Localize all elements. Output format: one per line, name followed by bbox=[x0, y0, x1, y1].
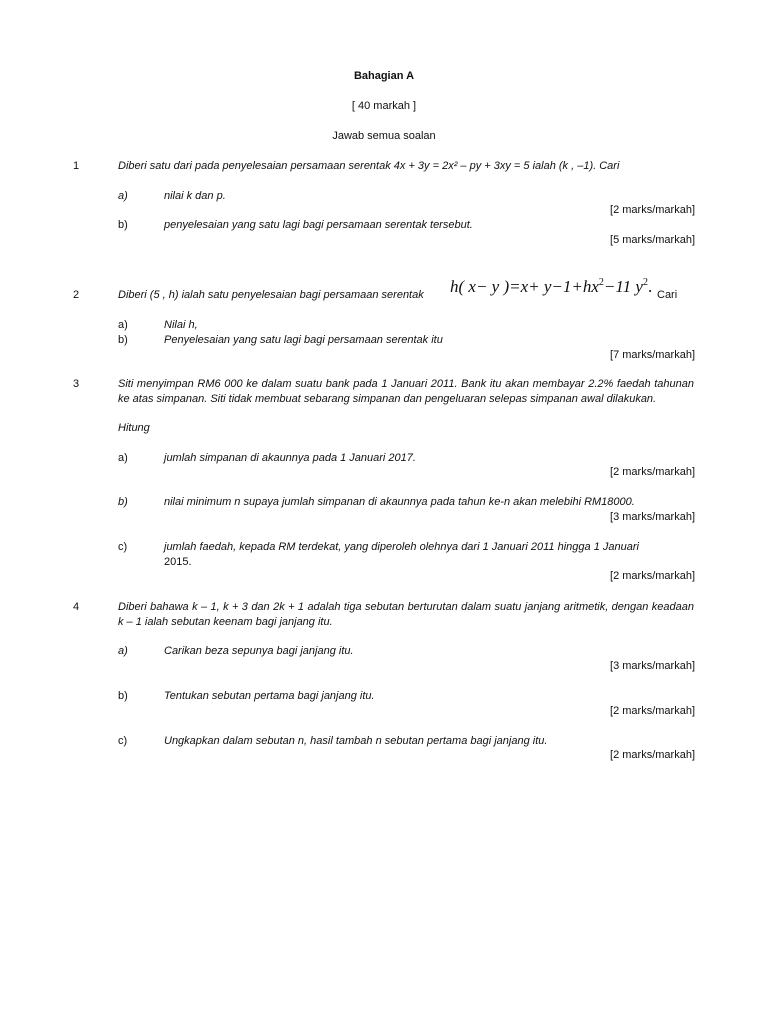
question-3-number: 3 bbox=[73, 378, 80, 390]
question-4b-label: b) bbox=[118, 690, 128, 702]
question-4a-marks: [3 marks/markah] bbox=[610, 660, 695, 672]
question-3b-marks: [3 marks/markah] bbox=[610, 511, 695, 523]
total-marks: [ 40 markah ] bbox=[351, 100, 417, 112]
question-3-stem: Siti menyimpan RM6 000 ke dalam suatu bank pada 1 Januari 2011. Bank itu akan membayar 2.2% faedah tahunan ke atas simpanan. Siti tidak membuat sebarang simpanan dan pengeluaran selepas simpanan awal dilakukan. bbox=[118, 378, 694, 405]
question-3c-text-cont: 2015. bbox=[164, 556, 192, 568]
question-2a-label: a) bbox=[118, 319, 128, 331]
question-4-number: 4 bbox=[73, 601, 80, 613]
question-3a-text: jumlah simpanan di akaunnya pada 1 Januari 2017. bbox=[164, 452, 416, 464]
question-4a-text: Carikan beza sepunya bagi janjang itu. bbox=[164, 645, 354, 657]
question-4c-marks: [2 marks/markah] bbox=[610, 749, 695, 761]
question-4c-text: Ungkapkan dalam sebutan n, hasil tambah n sebutan pertama bagi janjang itu. bbox=[164, 735, 548, 747]
question-3a-marks: [2 marks/markah] bbox=[610, 466, 695, 478]
instruction: Jawab semua soalan bbox=[332, 130, 436, 142]
question-2-stem: Diberi (5 , h) ialah satu penyelesaian bagi persamaan serentak bbox=[118, 289, 424, 301]
question-3b-text: nilai minimum n supaya jumlah simpanan di akaunnya pada tahun ke-n akan melebihi RM18000. bbox=[164, 496, 635, 508]
question-2-marks: [7 marks/markah] bbox=[610, 349, 695, 361]
question-3c-text: jumlah faedah, kepada RM terdekat, yang diperoleh olehnya dari 1 Januari 2011 hingga 1 Januari bbox=[164, 541, 639, 553]
question-2b-label: b) bbox=[118, 334, 128, 346]
section-title: Bahagian A bbox=[353, 70, 415, 82]
question-2-equation: h( x− y )$=x+ y-1+hx^2-11$ $y^2$. bbox=[450, 277, 653, 296]
question-1b-label: b) bbox=[118, 219, 128, 231]
question-1b-text: penyelesaian yang satu lagi bagi persamaan serentak tersebut. bbox=[164, 219, 473, 231]
question-4b-text: Tentukan sebutan pertama bagi janjang itu. bbox=[164, 690, 375, 702]
question-3b-label: b) bbox=[118, 496, 128, 508]
question-3a-label: a) bbox=[118, 452, 128, 464]
question-1a-text: nilai k dan p. bbox=[164, 190, 226, 202]
question-4-stem: Diberi bahawa k – 1, k + 3 dan 2k + 1 adalah tiga sebutan berturutan dalam suatu janjang aritmetik, dengan keadaan k – 1 ialah sebutan keenam bagi janjang itu. bbox=[118, 601, 694, 628]
question-1-stem: Diberi satu dari pada penyelesaian persamaan serentak 4x + 3y = 2x² – py + 3xy = 5 ialah (k , –1). Cari bbox=[118, 160, 620, 172]
question-2-number: 2 bbox=[73, 289, 80, 301]
question-3c-marks: [2 marks/markah] bbox=[610, 570, 695, 582]
question-2a-text: Nilai h, bbox=[164, 319, 198, 331]
question-1a-label: a) bbox=[118, 190, 128, 202]
question-2b-text: Penyelesaian yang satu lagi bagi persamaan serentak itu bbox=[164, 334, 443, 346]
question-3c-label: c) bbox=[118, 541, 128, 553]
question-2-cari: Cari bbox=[657, 289, 678, 301]
question-4a-label: a) bbox=[118, 645, 128, 657]
question-1a-marks: [2 marks/markah] bbox=[610, 204, 695, 216]
question-1b-marks: [5 marks/markah] bbox=[610, 234, 695, 246]
question-4b-marks: [2 marks/markah] bbox=[610, 705, 695, 717]
question-3-hitung: Hitung bbox=[118, 422, 150, 434]
question-1-number: 1 bbox=[73, 160, 80, 172]
question-4c-label: c) bbox=[118, 735, 128, 747]
